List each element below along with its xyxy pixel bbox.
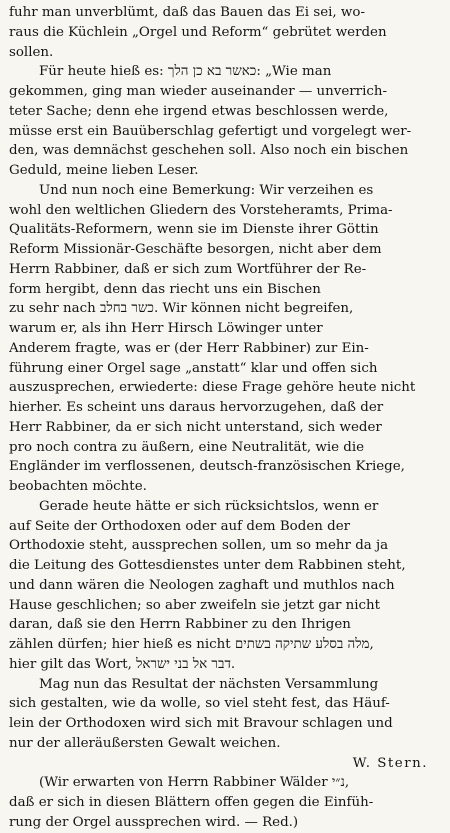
text-line: die Leitung des Gottesdienstes unter dem Rabbinen steht,	[9, 558, 406, 573]
text-line: daß er sich in diesen Blättern offen gegen die Einfüh-	[9, 795, 374, 810]
text-line: form hergibt, denn das riecht uns ein Bischen	[9, 281, 321, 297]
paragraph-2	[9, 62, 442, 181]
text-line: raus die Küchlein „Orgel und Reform“ gebrütet werden	[9, 24, 387, 40]
text-line: müsse erst ein Bauüberschlag gefertigt und vorgelegt wer-	[9, 123, 412, 139]
text-line: Engländer im verflossenen, deutsch-französischen Kriege,	[9, 459, 405, 475]
text-line: fuhr man unverblümt, daß das Bauen das Ei sei, wo-	[9, 5, 365, 20]
text-line: zählen dürfen; hier hieß es nicht מלה בסלע שתיקה בשתים,	[9, 637, 374, 652]
text-line: Geduld, meine lieben Leser.	[9, 163, 199, 178]
text-line: auf Seite der Orthodoxen oder auf dem Boden der	[9, 518, 351, 534]
text-line: Und nun noch eine Bemerkung: Wir verzeihen es	[39, 182, 374, 198]
author-signature: W. Stern.	[352, 755, 428, 771]
text-line: den, was demnächst geschehen soll. Also noch ein bischen	[9, 143, 409, 159]
text-line: hier gilt das Wort, דבר אל בני ישראל.	[9, 656, 236, 672]
text-line: teter Sache; denn ehe irgend etwas beschlossen werde,	[9, 103, 389, 119]
text-line: rung der Orgel aussprechen wird. — Red.)	[9, 814, 299, 830]
text-line: daran, daß sie den Herrn Rabbiner zu den Ihrigen	[9, 617, 351, 633]
paragraph-5	[9, 675, 442, 754]
text-line: (Wir erwarten von Herrn Rabbiner Wälder נ״י,	[39, 775, 350, 791]
text-line: Mag nun das Resultat der nächsten Versammlung	[39, 676, 379, 692]
text-line: hierher. Es scheint uns daraus hervorzugehen, daß der	[9, 400, 384, 415]
text-line: Reform Missionär-Geschäfte besorgen, nicht aber dem	[9, 242, 382, 257]
text-line: sich gestalten, wie da wolle, so viel steht fest, das Häuf-	[9, 696, 390, 712]
text-line: Orthodoxie steht, aussprechen sollen, um so mehr da ja	[9, 538, 389, 554]
text-line: Hause geschlichen; so aber zweifeln sie jetzt gar nicht	[9, 597, 381, 613]
text-line: warum er, als ihn Herr Hirsch Löwinger unter	[9, 321, 323, 336]
paragraph-3	[9, 181, 442, 497]
text-line: beobachten möchte.	[9, 479, 147, 494]
text-line: nur der alleräußersten Gewalt weichen.	[9, 735, 281, 751]
text-line: pro noch contra zu äußern, eine Neutralität, wie die	[9, 439, 365, 455]
text-line: wohl den weltlichen Gliedern des Vorsteheramts, Prima-	[9, 202, 393, 218]
text-line: lein der Orthodoxen wird sich mit Bravour schlagen und	[9, 716, 393, 731]
text-line: Qualitäts-Reformern, wenn sie im Dienste ihrer Göttin	[9, 222, 379, 238]
text-line: sollen.	[9, 44, 54, 60]
paragraph-4	[9, 497, 442, 675]
paragraph-1	[9, 3, 442, 62]
text-line: und dann wären die Neologen zaghaft und muthlos nach	[9, 577, 395, 593]
text-line: Für heute hieß es: כאשר בא כן הלך: „Wie man	[39, 64, 332, 80]
text-line: Anderem fragte, was er (der Herr Rabbiner) zur Ein-	[9, 340, 369, 356]
text-line: Gerade heute hätte er sich rücksichtslos, wenn er	[39, 498, 379, 514]
text-line: führung einer Orgel sage „anstatt“ klar und offen sich	[9, 360, 378, 376]
text-line: Herrn Rabbiner, daß er sich zum Wortführer der Re-	[9, 261, 367, 277]
text-line: zu sehr nach כשר בחלב. Wir können nicht begreifen,	[9, 301, 354, 317]
text-line: gekommen, ging man wieder auseinander — unverrich-	[9, 84, 388, 99]
text-line: auszusprechen, erwiederte: diese Frage gehöre heute nicht	[9, 380, 416, 396]
text-line: Herr Rabbiner, da er sich nicht unterstand, sich weder	[9, 419, 382, 435]
